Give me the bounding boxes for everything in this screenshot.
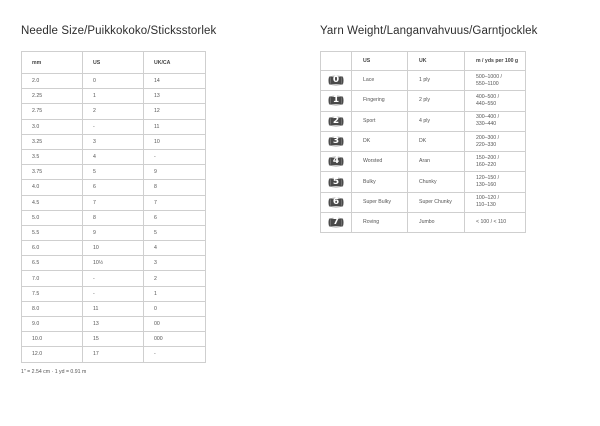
yarn-skein-icon — [327, 135, 345, 148]
cell-uk-ca: 4 — [144, 241, 206, 256]
table-row — [22, 256, 206, 271]
yarn-weight-icon-cell — [321, 111, 352, 131]
length-meters: 500–1000 / — [476, 73, 502, 80]
cell-mm: 4.0 — [22, 180, 83, 195]
length-meters: 200–300 / — [476, 134, 500, 141]
yarn-skein-icon — [327, 196, 345, 209]
length-meters: 120–150 / — [476, 175, 500, 182]
cell-mm: 7.5 — [22, 286, 83, 301]
cell-mm: 3.75 — [22, 165, 83, 180]
cell-us: Sport — [352, 111, 408, 131]
cell-uk-ca: 8 — [144, 180, 206, 195]
cell-uk-ca: 00 — [144, 317, 206, 332]
table-row — [22, 134, 206, 149]
header-us: US — [83, 52, 144, 74]
yarn-weight-number: 7 — [332, 217, 340, 228]
cell-mm: 6.5 — [22, 256, 83, 271]
yarn-weight-number: 1 — [332, 95, 340, 106]
yarn-skein-icon — [327, 155, 345, 168]
length-yards: 160–220 — [476, 161, 497, 168]
yarn-weight-number: 4 — [332, 156, 340, 167]
yarn-weight-icon-cell — [321, 213, 352, 233]
table-row — [321, 172, 526, 192]
cell-us: 17 — [83, 347, 144, 362]
length-yards: 110–130 — [476, 202, 496, 209]
table-row — [321, 91, 526, 111]
length-meters: 400–500 / — [476, 93, 500, 100]
cell-mm: 4.5 — [22, 195, 83, 210]
cell-us: - — [83, 119, 144, 134]
table-row — [22, 332, 206, 347]
table-row — [22, 301, 206, 316]
cell-uk-ca: 11 — [144, 119, 206, 134]
cell-uk: Aran — [408, 152, 465, 172]
cell-uk: Chunky — [408, 172, 465, 192]
cell-us: 5 — [83, 165, 144, 180]
table-row — [22, 195, 206, 210]
cell-length — [465, 152, 526, 172]
cell-mm: 3.0 — [22, 119, 83, 134]
yarn-weight-title: Yarn Weight/Langanvahvuus/Garntjocklek — [320, 25, 538, 37]
table-row — [22, 74, 206, 89]
cell-uk-ca: 1 — [144, 286, 206, 301]
table-row — [22, 119, 206, 134]
cell-us: 10 — [83, 241, 144, 256]
yarn-weight-icon-cell — [321, 91, 352, 111]
cell-length — [465, 111, 526, 131]
table-row — [22, 271, 206, 286]
cell-us: DK — [352, 131, 408, 151]
table-row — [321, 131, 526, 151]
cell-us: - — [83, 286, 144, 301]
conversion-footnote: 1" = 2.54 cm · 1 yd = 0.91 m — [21, 369, 87, 375]
length-yards: 130–160 — [476, 182, 497, 189]
cell-uk-ca: 7 — [144, 195, 206, 210]
table-row — [22, 165, 206, 180]
table-row — [22, 347, 206, 362]
yarn-weight-icon-cell — [321, 192, 352, 212]
cell-uk-ca: 14 — [144, 74, 206, 89]
cell-mm: 5.0 — [22, 210, 83, 225]
cell-uk-ca: 10 — [144, 134, 206, 149]
cell-uk-ca: - — [144, 347, 206, 362]
table-row — [321, 152, 526, 172]
cell-uk: Super Chunky — [408, 192, 465, 212]
cell-uk-ca: 6 — [144, 210, 206, 225]
table-row — [22, 286, 206, 301]
needle-size-title: Needle Size/Puikkokoko/Sticksstorlek — [21, 25, 217, 37]
cell-uk: 2 ply — [408, 91, 465, 111]
header-uk: UK — [408, 52, 465, 71]
header-icon — [321, 52, 352, 71]
cell-length — [465, 71, 526, 91]
needle-header-row — [22, 52, 206, 74]
cell-mm: 2.0 — [22, 74, 83, 89]
cell-us: 13 — [83, 317, 144, 332]
yarn-weight-icon-cell — [321, 152, 352, 172]
cell-mm: 7.0 — [22, 271, 83, 286]
cell-us: Roving — [352, 213, 408, 233]
cell-us: 10½ — [83, 256, 144, 271]
cell-length — [465, 213, 526, 233]
length-meters: 100–120 / — [476, 195, 500, 202]
cell-us: 0 — [83, 74, 144, 89]
header-length: m / yds per 100 g — [465, 52, 526, 71]
cell-uk-ca: 3 — [144, 256, 206, 271]
cell-mm: 3.5 — [22, 149, 83, 164]
header-uk-ca: UK/CA — [144, 52, 206, 74]
table-row — [22, 104, 206, 119]
table-row — [22, 241, 206, 256]
cell-uk-ca: 5 — [144, 225, 206, 240]
yarn-skein-icon — [327, 216, 345, 229]
length-meters: 300–400 / — [476, 114, 500, 121]
cell-us: Worsted — [352, 152, 408, 172]
cell-us: 3 — [83, 134, 144, 149]
yarn-weight-number: 6 — [332, 196, 340, 207]
cell-mm: 6.0 — [22, 241, 83, 256]
header-mm: mm — [22, 52, 83, 74]
yarn-skein-icon — [327, 176, 345, 189]
cell-length — [465, 172, 526, 192]
header-us: US — [352, 52, 408, 71]
yarn-weight-icon-cell — [321, 131, 352, 151]
length-yards: 440–550 — [476, 100, 497, 107]
needle-size-table — [21, 51, 206, 363]
cell-mm: 9.0 — [22, 317, 83, 332]
table-row — [321, 71, 526, 91]
cell-mm: 3.25 — [22, 134, 83, 149]
cell-us: - — [83, 271, 144, 286]
cell-us: 2 — [83, 104, 144, 119]
cell-mm: 2.75 — [22, 104, 83, 119]
cell-us: Fingering — [352, 91, 408, 111]
yarn-skein-icon — [327, 115, 345, 128]
yarn-weight-icon-cell — [321, 71, 352, 91]
length-yards: 330–440 — [476, 121, 497, 128]
cell-uk-ca: 13 — [144, 89, 206, 104]
cell-us: 6 — [83, 180, 144, 195]
cell-uk-ca: 9 — [144, 165, 206, 180]
cell-mm: 2.25 — [22, 89, 83, 104]
cell-us: 9 — [83, 225, 144, 240]
yarn-weight-number: 2 — [332, 115, 340, 126]
table-row — [22, 225, 206, 240]
cell-us: Lace — [352, 71, 408, 91]
cell-uk-ca: 2 — [144, 271, 206, 286]
cell-uk-ca: - — [144, 149, 206, 164]
cell-mm: 5.5 — [22, 225, 83, 240]
cell-us: 1 — [83, 89, 144, 104]
cell-us: 8 — [83, 210, 144, 225]
yarn-weight-number: 0 — [332, 75, 340, 86]
cell-length — [465, 192, 526, 212]
cell-uk-ca: 0 — [144, 301, 206, 316]
yarn-weight-number: 3 — [332, 136, 340, 147]
table-row — [22, 149, 206, 164]
length-yards: 550–1100 — [476, 80, 499, 87]
cell-uk: Jumbo — [408, 213, 465, 233]
table-row — [22, 317, 206, 332]
cell-mm: 10.0 — [22, 332, 83, 347]
cell-us: Bulky — [352, 172, 408, 192]
table-row — [321, 111, 526, 131]
cell-length — [465, 131, 526, 151]
table-row — [22, 89, 206, 104]
yarn-weight-table — [320, 51, 526, 233]
cell-uk: DK — [408, 131, 465, 151]
yarn-skein-icon — [327, 94, 345, 107]
length-yards: 220–330 — [476, 141, 497, 148]
cell-length — [465, 91, 526, 111]
table-row — [22, 180, 206, 195]
cell-uk: 1 ply — [408, 71, 465, 91]
table-row — [321, 192, 526, 212]
length-meters: 150–200 / — [476, 154, 500, 161]
cell-us: 4 — [83, 149, 144, 164]
cell-mm: 12.0 — [22, 347, 83, 362]
yarn-skein-icon — [327, 74, 345, 87]
cell-uk-ca: 12 — [144, 104, 206, 119]
table-row — [321, 213, 526, 233]
yarn-header-row — [321, 52, 526, 71]
table-row — [22, 210, 206, 225]
cell-us: 15 — [83, 332, 144, 347]
yarn-weight-number: 5 — [332, 176, 340, 187]
cell-us: 7 — [83, 195, 144, 210]
cell-us: Super Bulky — [352, 192, 408, 212]
cell-mm: 8.0 — [22, 301, 83, 316]
cell-us: 11 — [83, 301, 144, 316]
length-meters: < 100 / < 110 — [476, 219, 507, 226]
yarn-weight-icon-cell — [321, 172, 352, 192]
cell-uk-ca: 000 — [144, 332, 206, 347]
cell-uk: 4 ply — [408, 111, 465, 131]
